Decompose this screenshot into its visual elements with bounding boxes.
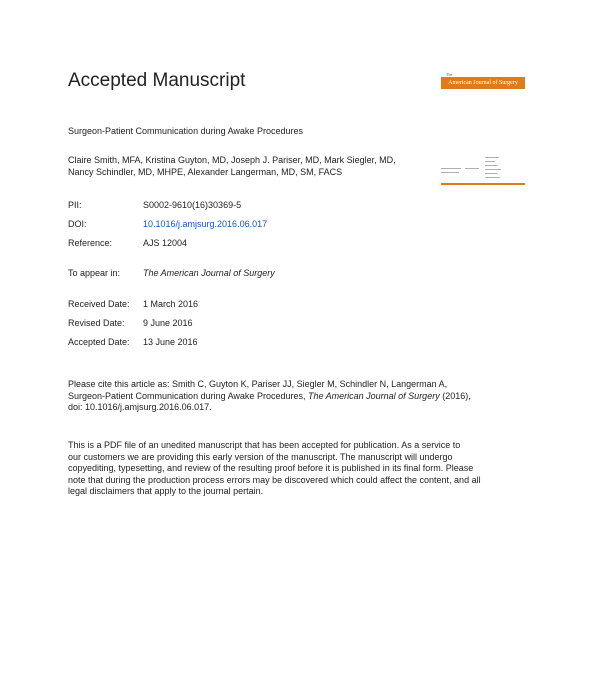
citation-journal: The American Journal of Surgery	[307, 390, 440, 401]
citation-title: Surgeon-Patient Communication during Awake Procedures,	[68, 390, 308, 401]
revised-value: 9 June 2016	[143, 318, 193, 328]
accepted-value: 13 June 2016	[143, 337, 198, 347]
received-value: 1 March 2016	[143, 299, 199, 309]
received-label: Received Date:	[68, 299, 130, 309]
cover-accent-bar	[441, 183, 525, 185]
journal-logo-small-text: The	[446, 72, 453, 77]
pii-label: PII:	[68, 200, 82, 210]
disclaimer-line-1: This is a PDF file of an unedited manuscript that has been accepted for publication. As a service to	[68, 440, 461, 450]
citation-paragraph	[68, 379, 530, 414]
citation-line-3: doi: 10.1016/j.amjsurg.2016.06.017.	[68, 402, 212, 413]
doi-label: DOI:	[68, 219, 87, 229]
revised-label: Revised Date:	[68, 318, 125, 328]
page-heading: Accepted Manuscript	[68, 70, 246, 91]
disclaimer-line-5: legal disclaimers that apply to the journal pertain.	[68, 486, 264, 497]
disclaimer-line-4: note that during the production process errors may be discovered which could affect the content, and all	[68, 474, 481, 485]
article-title: Surgeon-Patient Communication during Awake Procedures	[68, 126, 303, 136]
reference-label: Reference:	[68, 238, 113, 248]
disclaimer-paragraph	[68, 440, 530, 498]
accepted-label: Accepted Date:	[68, 337, 130, 347]
citation-year: (2016),	[439, 390, 471, 401]
appear-in-label: To appear in:	[68, 268, 121, 278]
citation-line-1: Please cite this article as: Smith C, Guyton K, Pariser JJ, Siegler M, Schindler N, Langerman A,	[68, 379, 448, 389]
author-line-1: Claire Smith, MFA, Kristina Guyton, MD, Joseph J. Pariser, MD, Mark Siegler, MD,	[68, 155, 396, 165]
citation-line-2	[68, 391, 530, 403]
author-line-2: Nancy Schindler, MD, MHPE, Alexander Langerman, MD, SM, FACS	[68, 167, 343, 177]
pii-value: S0002-9610(16)30369-5	[143, 200, 242, 210]
reference-value: AJS 12004	[143, 238, 188, 248]
journal-name: The American Journal of Surgery	[143, 268, 275, 278]
author-list	[68, 154, 438, 178]
disclaimer-line-3: copyediting, typesetting, and review of the resulting proof before it is published in its final form. Please	[68, 463, 474, 474]
journal-cover-thumbnail	[441, 155, 525, 185]
doi-link[interactable]: 10.1016/j.amjsurg.2016.06.017	[143, 219, 268, 229]
disclaimer-line-2: our customers we are providing this early version of the manuscript. The manuscript will undergo	[68, 451, 453, 462]
journal-logo: American Journal of Surgery	[441, 77, 525, 89]
